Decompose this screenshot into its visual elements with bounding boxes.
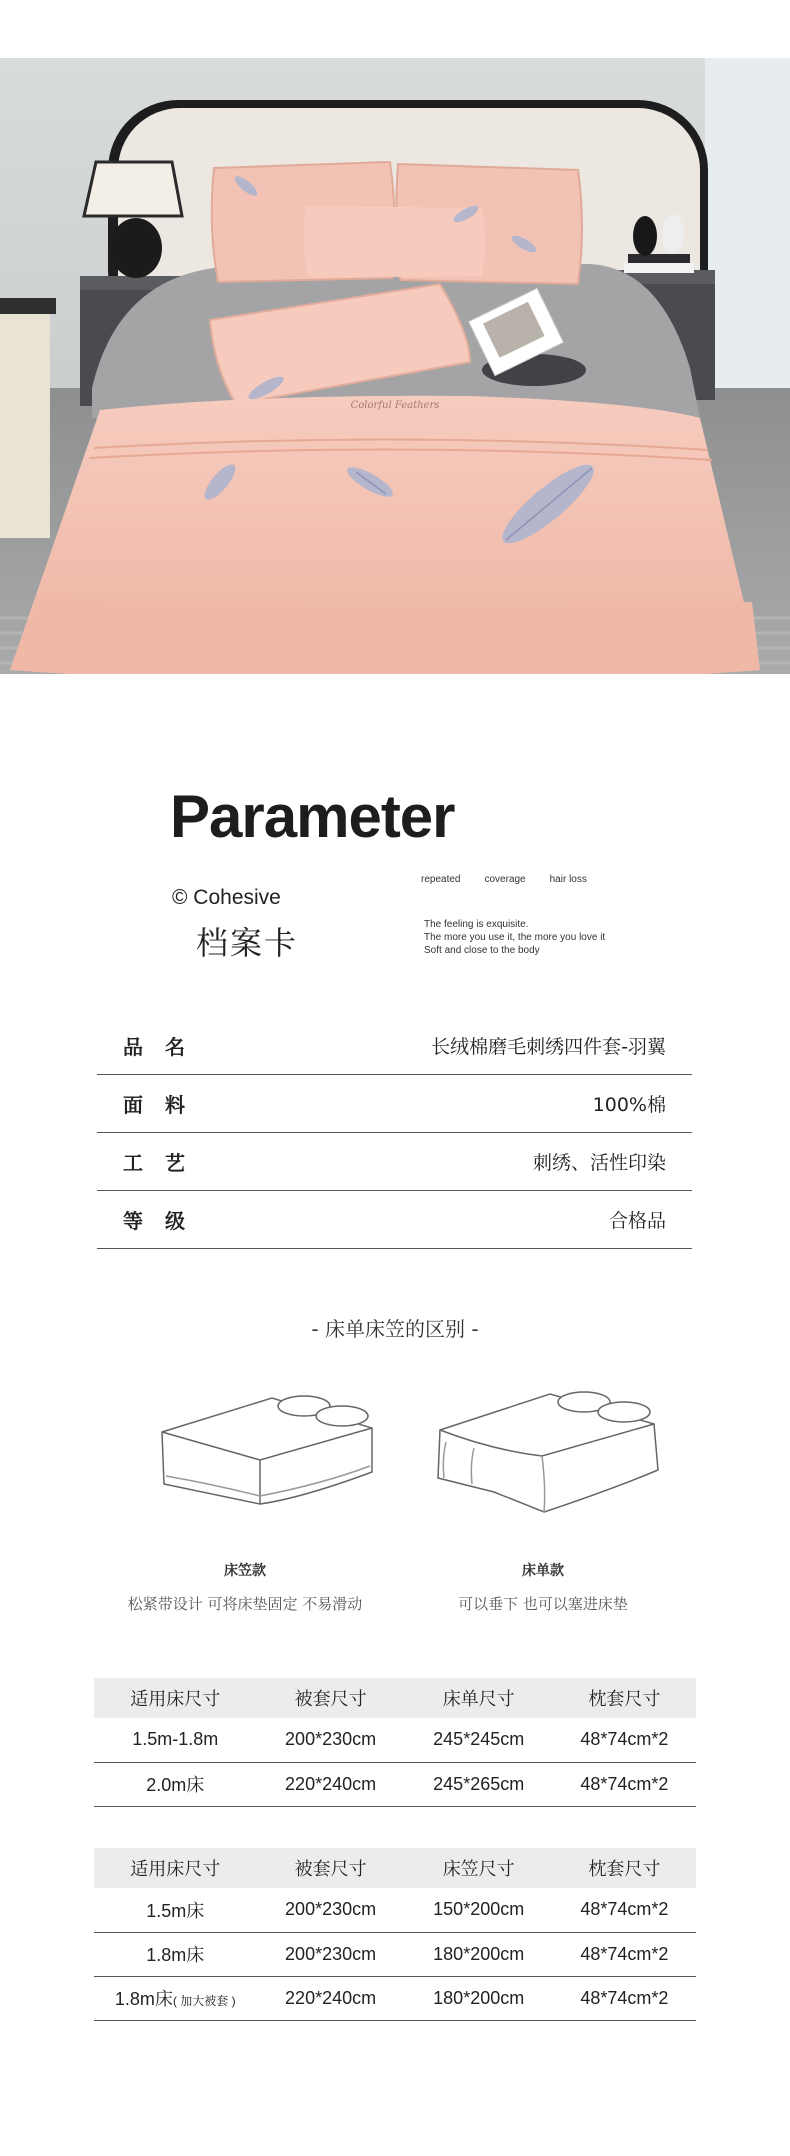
spec-value: 刺绣、活性印染	[532, 1152, 666, 1174]
spec-value: 合格品	[608, 1210, 666, 1232]
table-cell: 200*230cm	[257, 1718, 405, 1762]
fitted-sheet-name: 床笠款	[224, 1563, 266, 1579]
table-cell: 180*200cm	[405, 1932, 553, 1976]
fitted-sheet-icon	[152, 1380, 382, 1520]
table-cell: 48*74cm*2	[553, 1888, 696, 1932]
flat-sheet-desc: 可以垂下 也可以塞进床垫	[458, 1595, 628, 1613]
tagline	[424, 918, 605, 957]
flat-sheet-icon	[432, 1380, 662, 1520]
table-header: 枕套尺寸	[553, 1848, 696, 1888]
table-cell: 1.5m-1.8m	[94, 1718, 257, 1762]
tagline-line-2: The more you use it, the more you love it	[424, 932, 606, 943]
spec-value: 100%棉	[592, 1094, 666, 1116]
spec-label: 品名	[123, 1035, 207, 1059]
spec-row-craft	[97, 1133, 692, 1191]
spec-label: 工艺	[123, 1151, 207, 1175]
table-row	[94, 1932, 696, 1976]
tag-list	[421, 874, 587, 885]
fitted-sheet-desc: 松紧带设计 可将床垫固定 不易滑动	[127, 1595, 363, 1613]
bed-size: 1.8m床	[114, 1989, 173, 2009]
spec-row-grade	[97, 1191, 692, 1249]
tagline-line-3: Soft and close to the body	[424, 945, 540, 956]
table-cell: 2.0m床	[94, 1762, 257, 1806]
table-cell: 180*200cm	[405, 1976, 553, 2020]
table-cell: 150*200cm	[405, 1888, 553, 1932]
table-header: 枕套尺寸	[553, 1678, 696, 1718]
table-header-row	[94, 1678, 696, 1718]
sheet-size-table	[94, 1678, 696, 1807]
tag-repeated: repeated	[421, 874, 461, 885]
embroidery-text: Colorful Feathers	[350, 400, 440, 411]
table-row	[94, 1718, 696, 1762]
table-cell	[94, 1976, 257, 2020]
table-header: 被套尺寸	[257, 1678, 405, 1718]
table-header: 被套尺寸	[257, 1848, 405, 1888]
parameter-title: Parameter	[170, 783, 455, 850]
table-cell: 220*240cm	[257, 1976, 405, 2020]
table-cell: 48*74cm*2	[553, 1932, 696, 1976]
spec-table	[97, 1017, 692, 1249]
bedding-photo	[0, 58, 790, 674]
table-header-row	[94, 1848, 696, 1888]
table-cell: 48*74cm*2	[553, 1762, 696, 1806]
table-cell: 1.5m床	[94, 1888, 257, 1932]
table-cell: 245*265cm	[405, 1762, 553, 1806]
table-header: 床单尺寸	[405, 1678, 553, 1718]
spec-value: 长绒棉磨毛刺绣四件套-羽翼	[431, 1036, 666, 1058]
flat-sheet-name: 床单款	[522, 1563, 564, 1579]
table-cell: 1.8m床	[94, 1932, 257, 1976]
table-cell: 220*240cm	[257, 1762, 405, 1806]
fitted-size-table	[94, 1848, 696, 2021]
archive-label: 档案卡	[196, 924, 299, 962]
table-cell: 48*74cm*2	[553, 1976, 696, 2020]
difference-title: - 床单床笠的区别 -	[311, 1317, 479, 1341]
table-cell: 200*230cm	[257, 1932, 405, 1976]
table-header: 适用床尺寸	[94, 1848, 257, 1888]
bedding-photo-illustration	[0, 58, 790, 674]
spec-row-product-name	[97, 1017, 692, 1075]
table-header: 适用床尺寸	[94, 1678, 257, 1718]
table-row	[94, 1976, 696, 2020]
table-header: 床笠尺寸	[405, 1848, 553, 1888]
oversize-note: ( 加大被套 )	[172, 1994, 236, 2008]
tag-hair-loss: hair loss	[549, 874, 587, 885]
brand-name: © Cohesive	[172, 886, 281, 909]
table-cell: 48*74cm*2	[553, 1718, 696, 1762]
table-row	[94, 1888, 696, 1932]
spec-label: 等级	[123, 1209, 207, 1233]
table-cell: 245*245cm	[405, 1718, 553, 1762]
spec-label: 面料	[123, 1093, 207, 1117]
table-cell: 200*230cm	[257, 1888, 405, 1932]
tag-coverage: coverage	[484, 874, 526, 885]
spec-row-fabric	[97, 1075, 692, 1133]
tagline-line-1: The feeling is exquisite.	[424, 919, 529, 930]
table-row	[94, 1762, 696, 1806]
